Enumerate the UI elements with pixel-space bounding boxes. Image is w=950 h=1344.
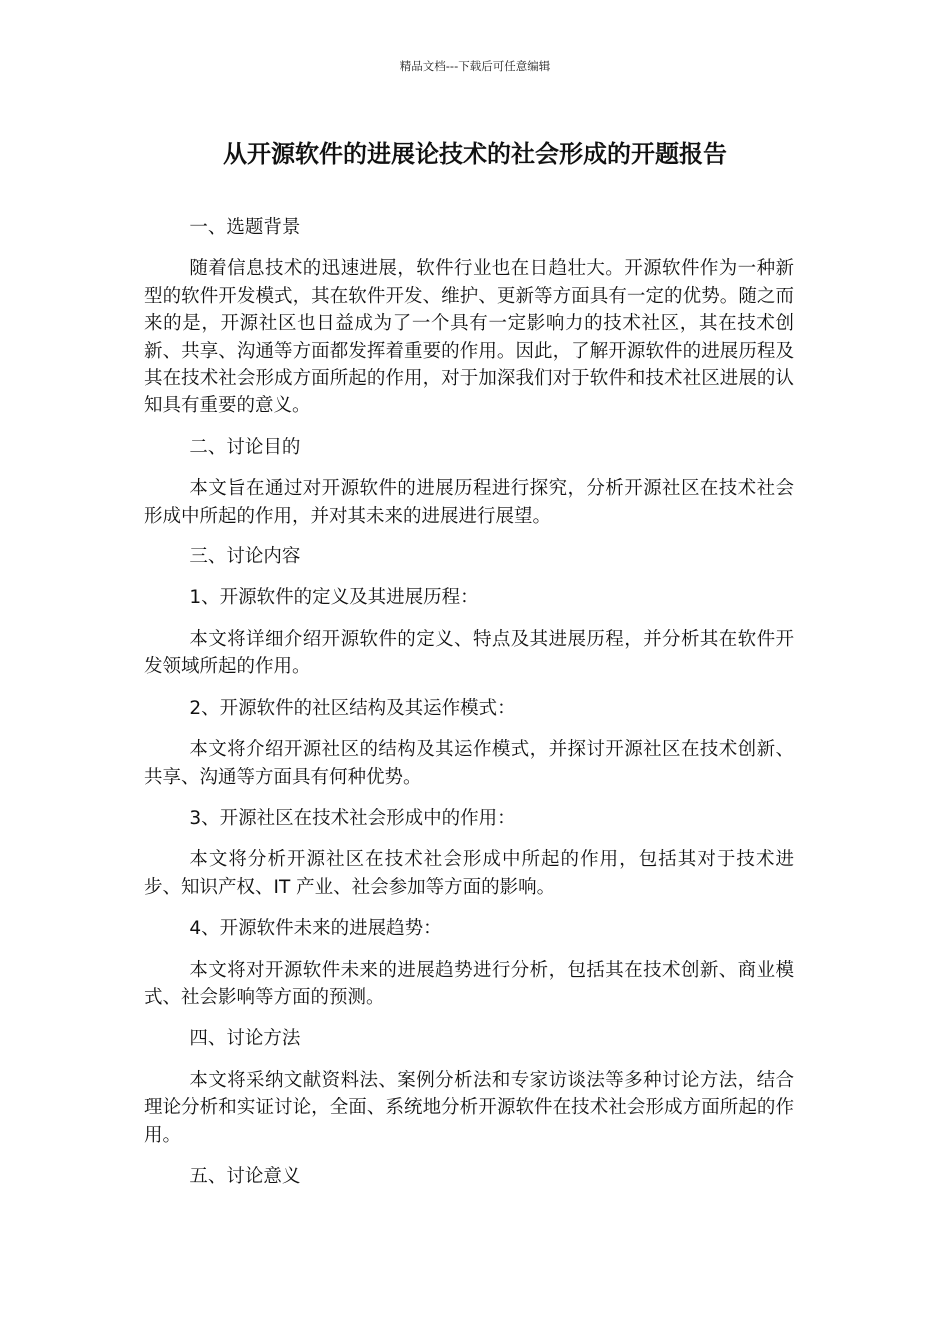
section-heading-method: 四、讨论方法 (189, 1028, 301, 1050)
content-item-3-heading: 3、开源社区在技术社会形成中的作用： (189, 807, 516, 829)
section-heading-background: 一、选题背景 (189, 217, 301, 238)
method-paragraph: 本文将采纳文献资料法、案例分析法和专家访谈法等多种讨论方法，结合理论分析和实证讨论，全面、系统地分析开源软件在技术社会形成方面所起的作用。 (144, 1069, 794, 1146)
section-heading-purpose: 二、讨论目的 (189, 436, 301, 458)
content-item-1-heading: 1、开源软件的定义及其进展历程： (189, 587, 479, 609)
background-paragraph: 随着信息技术的迅速进展，软件行业也在日趋壮大。开源软件作为一种新型的软件开发模式，其在软件开发、维护、更新等方面具有一定的优势。随之而来的是，开源社区也日益成为了一个具有一定影响力的技术社区，其在技术创新、共享、沟通等方面都发挥着重要的作用。因此，了解开源软件的进展历程及其在技术社会形成方面所起的作用，对于加深我们对于软件和技术社区进展的认知具有重要的意义。 (144, 258, 794, 417)
section-heading-significance: 五、讨论意义 (189, 1165, 301, 1187)
content-item-2-heading: 2、开源软件的社区结构及其运作模式： (189, 697, 516, 719)
document-body (144, 214, 794, 1190)
content-item-1-paragraph: 本文将详细介绍开源软件的定义、特点及其进展历程，并分析其在软件开发领域所起的作用。 (144, 628, 794, 678)
header-note: 精品文档---下载后可任意编辑 (399, 59, 551, 73)
document-title: 从开源软件的进展论技术的社会形成的开题报告 (223, 140, 727, 168)
content-item-4-heading: 4、开源软件未来的进展趋势： (189, 918, 442, 940)
section-heading-content: 三、讨论内容 (189, 546, 301, 568)
content-item-4-paragraph: 本文将对开源软件未来的进展趋势进行分析，包括其在技术创新、商业模式、社会影响等方面的预测。 (144, 959, 794, 1008)
content-item-3-paragraph: 本文将分析开源社区在技术社会形成中所起的作用，包括其对于技术进步、知识产权、IT 产业、社会参加等方面的影响。 (144, 849, 794, 898)
content-item-2-paragraph: 本文将介绍开源社区的结构及其运作模式，并探讨开源社区在技术创新、共享、沟通等方面具有何种优势。 (144, 739, 794, 788)
purpose-paragraph: 本文旨在通过对开源软件的进展历程进行探究，分析开源社区在技术社会形成中所起的作用，并对其未来的进展进行展望。 (144, 478, 794, 527)
